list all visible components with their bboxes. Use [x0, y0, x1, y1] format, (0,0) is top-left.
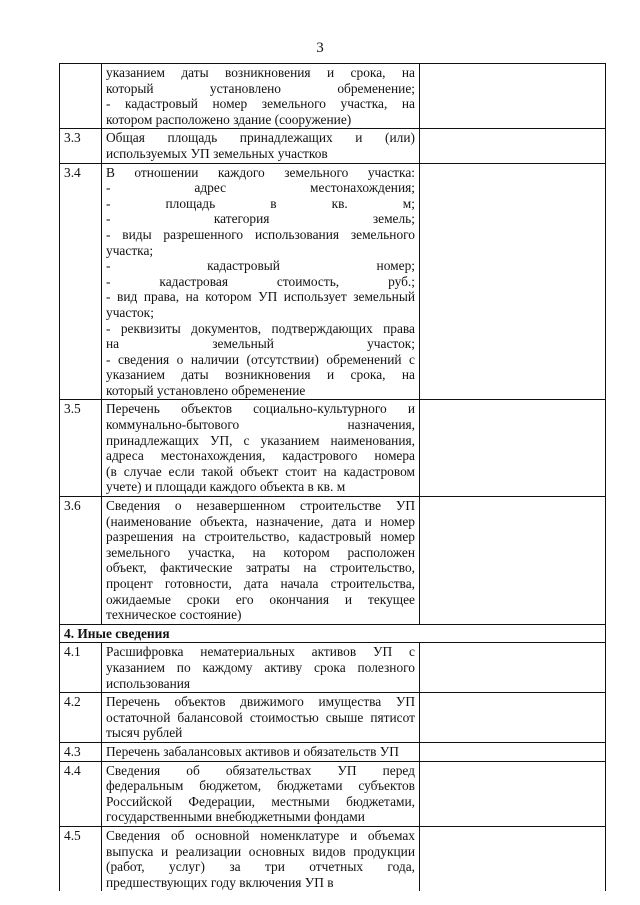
description-line: Российской Федерации, местными бюджетами, — [106, 793, 415, 809]
description-line: указанием даты возникновения и срока, на — [106, 367, 415, 383]
table-row — [60, 693, 606, 743]
description-line: разрешения на строительство, кадастровый номер — [106, 529, 415, 545]
description-line: В отношении каждого земельного участка: — [106, 164, 415, 180]
item-value-cell — [420, 761, 606, 826]
table-row — [60, 497, 606, 625]
description-line: земельного участка, на котором расположен — [106, 544, 415, 560]
description-line: предшествующих году включения УП в — [106, 874, 334, 890]
item-number: 4.1 — [60, 643, 102, 693]
item-value-cell — [420, 643, 606, 693]
description-line: котором расположено здание (сооружение) — [106, 111, 352, 127]
description-line: - адрес местонахождения; — [106, 180, 415, 196]
description-line: адреса местонахождения, кадастрового номера — [106, 448, 415, 464]
description-line: Перечень забалансовых активов и обязательств УП — [106, 743, 399, 759]
description-line: Общая площадь принадлежащих и (или) — [106, 130, 415, 146]
table-row — [60, 826, 606, 891]
item-description — [102, 163, 420, 400]
item-description — [102, 400, 420, 497]
description-line: Перечень объектов движимого имущества УП — [106, 694, 415, 710]
description-line: участка; — [106, 242, 154, 258]
description-line: тысяч рублей — [106, 725, 183, 741]
description-line: указанием по каждому активу срока полезного — [106, 659, 415, 675]
description-line: Сведения об обязательствах УП перед — [106, 762, 415, 778]
page-number: 3 — [316, 40, 324, 56]
item-description — [102, 761, 420, 826]
description-line: который установлено обременение — [106, 382, 306, 398]
item-value-cell — [420, 64, 606, 129]
description-line: объект, фактические затраты на строительство, — [106, 560, 415, 576]
description-line: - виды разрешенного использования земельного — [106, 226, 415, 242]
description-line: (работ, услуг) за три отчетных года, — [106, 859, 415, 875]
document-table — [59, 63, 606, 891]
item-number: 3.4 — [60, 163, 102, 400]
item-number: 4.2 — [60, 693, 102, 743]
description-line: техническое состояние) — [106, 607, 242, 623]
section-row — [60, 624, 606, 643]
item-value-cell — [420, 826, 606, 891]
description-line: коммунально-бытового назначения, — [106, 417, 415, 433]
description-line: на земельный участок; — [106, 336, 415, 352]
item-description — [102, 497, 420, 625]
description-line: принадлежащих УП, с указанием наименования, — [106, 432, 415, 448]
item-value-cell — [420, 163, 606, 400]
description-line: учете) и площади каждого объекта в кв. м — [106, 479, 346, 495]
item-number — [60, 64, 102, 129]
item-number: 4.3 — [60, 742, 102, 761]
description-line: выпуска и реализации основных видов продукции — [106, 843, 415, 859]
description-line: используемых УП земельных участков — [106, 145, 328, 161]
description-line: - реквизиты документов, подтверждающих права — [106, 320, 415, 336]
description-line: (в случае если такой объект стоит на кадастровом — [106, 463, 415, 479]
item-value-cell — [420, 497, 606, 625]
item-number: 3.5 — [60, 400, 102, 497]
item-description — [102, 693, 420, 743]
description-line: - сведения о наличии (отсутствии) обременений с — [106, 351, 415, 367]
item-description — [102, 826, 420, 891]
description-line: указанием даты возникновения и срока, на — [106, 65, 415, 80]
item-value-cell — [420, 129, 606, 163]
item-description — [102, 64, 420, 129]
description-line: Сведения об основной номенклатуре и объемах — [106, 827, 415, 843]
description-line: (наименование объекта, назначение, дата и номер — [106, 513, 415, 529]
description-line: - кадастровый номер земельного участка, на — [106, 96, 415, 112]
table-row — [60, 163, 606, 400]
description-line: остаточной балансовой стоимостью свыше пятисот — [106, 709, 415, 725]
item-description — [102, 742, 420, 761]
description-line: - вид права, на котором УП использует земельный — [106, 289, 415, 305]
description-line: Перечень объектов социально-культурного и — [106, 401, 415, 417]
item-description — [102, 129, 420, 163]
item-number: 4.5 — [60, 826, 102, 891]
table-row — [60, 64, 606, 129]
table-row — [60, 761, 606, 826]
document-table-body — [60, 64, 606, 892]
description-line: - площадь в кв. м; — [106, 195, 415, 211]
item-description — [102, 643, 420, 693]
item-value-cell — [420, 400, 606, 497]
description-line: государственными внебюджетными фондами — [106, 809, 365, 825]
table-row — [60, 129, 606, 163]
description-line: который установлено обременение; — [106, 80, 415, 96]
description-line: Расшифровка нематериальных активов УП с — [106, 644, 415, 660]
description-line: Сведения о незавершенном строительстве УП — [106, 498, 415, 514]
description-line: участок; — [106, 304, 154, 320]
description-line: ожидаемые сроки его окончания и текущее — [106, 591, 415, 607]
table-row — [60, 643, 606, 693]
table-row — [60, 742, 606, 761]
description-line: процент готовности, дата начала строительства, — [106, 576, 415, 591]
item-value-cell — [420, 742, 606, 761]
item-number: 3.3 — [60, 129, 102, 163]
table-row — [60, 400, 606, 497]
description-line: использования — [106, 675, 191, 691]
description-line: - категория земель; — [106, 211, 415, 227]
description-line: - кадастровый номер; — [106, 258, 415, 274]
section-heading: 4. Иные сведения — [60, 624, 606, 643]
item-value-cell — [420, 693, 606, 743]
item-number: 4.4 — [60, 761, 102, 826]
item-number: 3.6 — [60, 497, 102, 625]
description-line: - кадастровая стоимость, руб.; — [106, 273, 415, 289]
description-line: федеральным бюджетом, бюджетами субъектов — [106, 778, 415, 794]
